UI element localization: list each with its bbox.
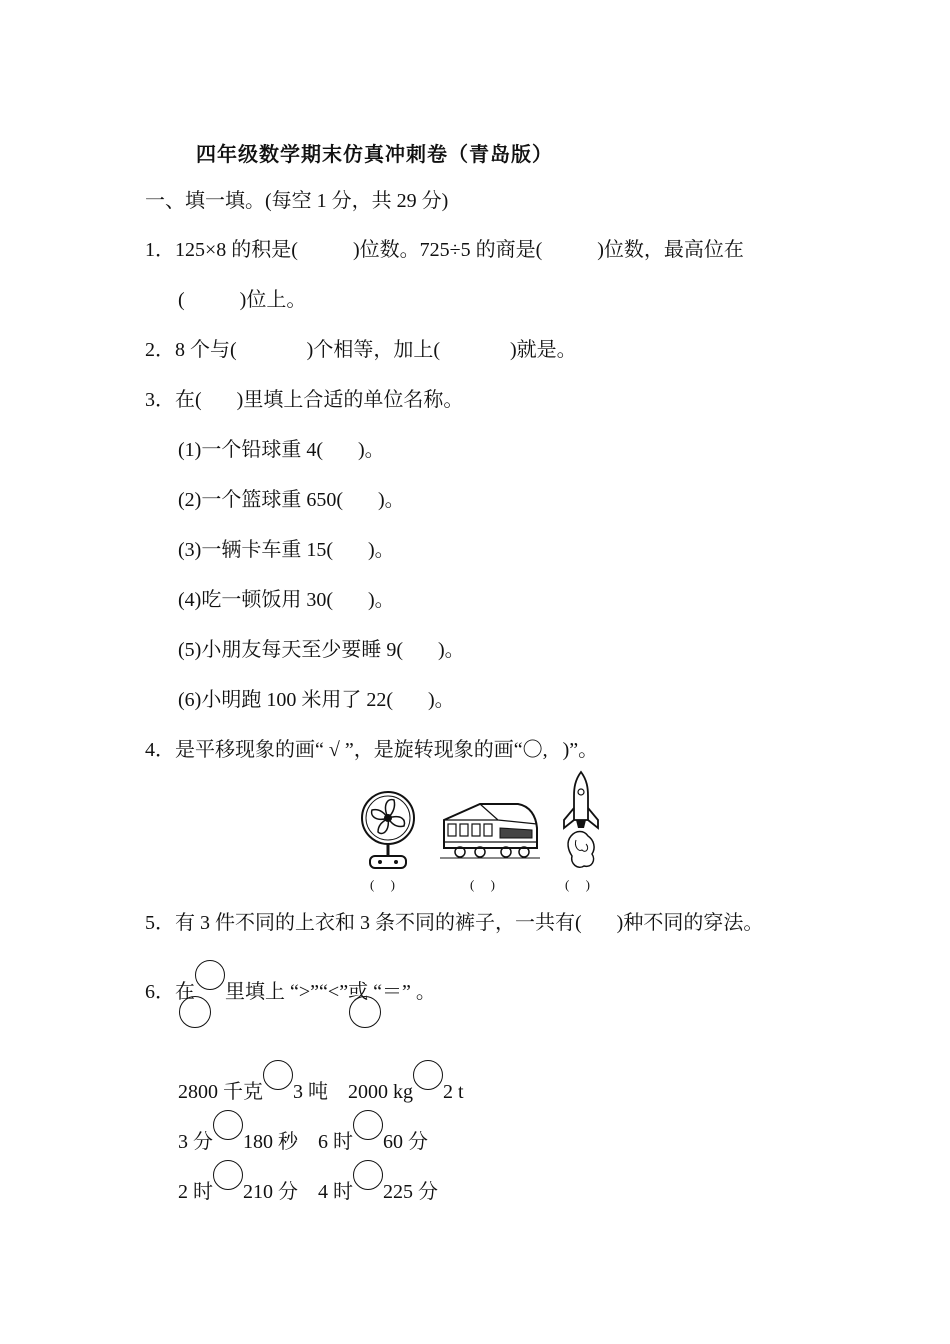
answer-blank[interactable]: ( ) bbox=[370, 877, 395, 892]
question-3-item: (5)小朋友每天至少要睡 9( )。 bbox=[178, 639, 465, 661]
compare-left: 2 时 bbox=[178, 1181, 213, 1203]
compare-right: 3 吨 bbox=[293, 1081, 328, 1103]
answer-circle[interactable] bbox=[213, 1160, 243, 1190]
page-title: 四年级数学期末仿真冲刺卷（青岛版） bbox=[196, 142, 553, 166]
compare-row bbox=[178, 1110, 428, 1155]
question-1-line-1: 1．125×8 的积是( )位数。725÷5 的商是( )位数，最高位在 bbox=[145, 239, 744, 261]
fan-icon bbox=[358, 786, 418, 872]
compare-right: 60 分 bbox=[383, 1131, 428, 1153]
question-6-prefix: 6．在 bbox=[145, 981, 195, 1003]
compare-right: 2 t bbox=[443, 1081, 464, 1103]
compare-left: 4 时 bbox=[318, 1181, 353, 1203]
answer-circle[interactable] bbox=[353, 1110, 383, 1140]
rocket-icon bbox=[556, 770, 606, 874]
compare-left: 3 分 bbox=[178, 1131, 213, 1153]
compare-left: 2800 千克 bbox=[178, 1081, 263, 1103]
answer-circle[interactable] bbox=[263, 1060, 293, 1090]
compare-left: 2000 kg bbox=[348, 1081, 413, 1103]
question-3-item: (3)一辆卡车重 15( )。 bbox=[178, 539, 395, 561]
question-3-item: (1)一个铅球重 4( )。 bbox=[178, 439, 385, 461]
answer-blank[interactable]: ( ) bbox=[470, 877, 495, 892]
circle-placeholder-icon bbox=[349, 996, 381, 1028]
compare-right: 225 分 bbox=[383, 1181, 438, 1203]
question-3-item: (6)小明跑 100 米用了 22( )。 bbox=[178, 689, 455, 711]
section-heading: 一、填一填。(每空 1 分，共 29 分) bbox=[145, 190, 449, 212]
circle-placeholder-icon bbox=[195, 960, 225, 990]
question-5: 5．有 3 件不同的上衣和 3 条不同的裤子，一共有( )种不同的穿法。 bbox=[145, 912, 764, 934]
compare-left: 6 时 bbox=[318, 1131, 353, 1153]
train-icon bbox=[440, 798, 540, 862]
question-4-stem: 4．是平移现象的画“ √ ”，是旋转现象的画“〇, )”。 bbox=[145, 739, 599, 761]
answer-circle[interactable] bbox=[413, 1060, 443, 1090]
answer-circle[interactable] bbox=[353, 1160, 383, 1190]
question-3-item: (4)吃一顿饭用 30( )。 bbox=[178, 589, 395, 611]
answer-blank[interactable]: ( ) bbox=[565, 877, 590, 892]
answer-circle[interactable] bbox=[213, 1110, 243, 1140]
question-2: 2．8 个与( )个相等，加上( )就是。 bbox=[145, 339, 577, 361]
question-6-suffix: 里填上 “>”“<”或 “＝” 。 bbox=[225, 981, 436, 1003]
compare-row bbox=[178, 1160, 438, 1205]
question-3-stem: 3．在( )里填上合适的单位名称。 bbox=[145, 389, 464, 411]
question-3-item: (2)一个篮球重 650( )。 bbox=[178, 489, 405, 511]
compare-right: 180 秒 bbox=[243, 1131, 298, 1153]
compare-right: 210 分 bbox=[243, 1181, 298, 1203]
compare-row bbox=[178, 1060, 464, 1105]
circle-placeholder-icon bbox=[179, 996, 211, 1028]
question-1-line-2: ( )位上。 bbox=[178, 289, 307, 311]
